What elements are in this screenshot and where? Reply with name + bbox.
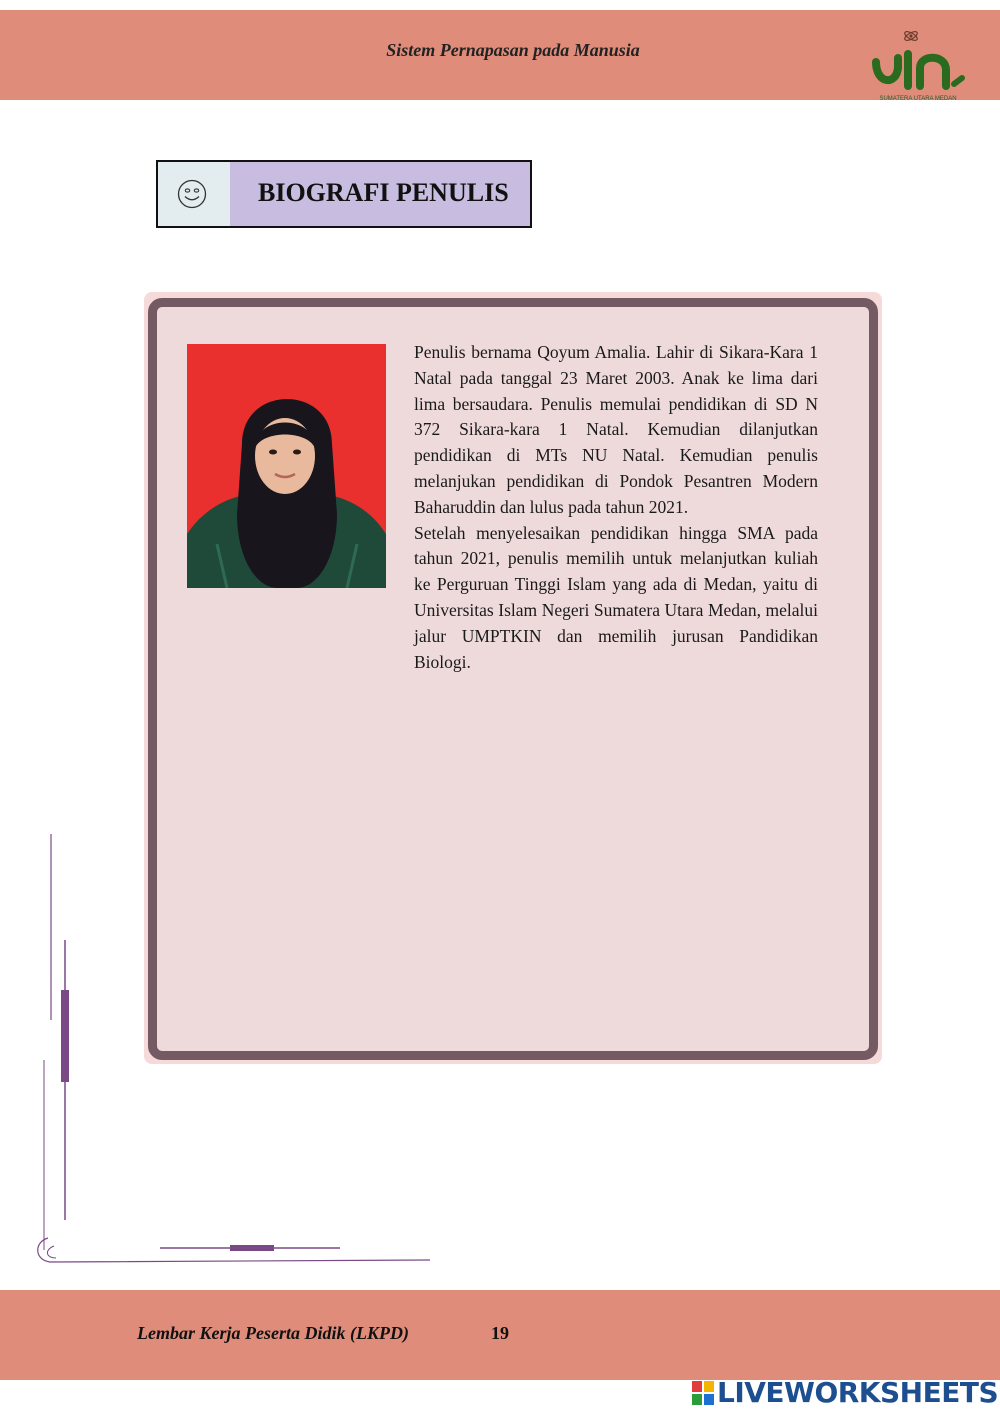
liveworksheets-text: LIVEWORKSHEETS [717, 1376, 999, 1409]
page-header [0, 10, 1000, 100]
liveworksheets-watermark[interactable] [692, 1376, 999, 1410]
section-heading: BIOGRAFI PENULIS [258, 178, 509, 207]
corner-ornament [30, 830, 450, 1280]
liveworksheets-logo-icon [692, 1381, 714, 1405]
footer-title: Lembar Kerja Peserta Didik (LKPD) [137, 1323, 409, 1343]
bio-paragraph: Setelah menyelesaikan pendidikan hingga SMA pada tahun 2021, penulis memilih untuk melanjutkan kuliah ke Perguruan Tinggi Islam yang ada di Medan, yaitu di Universitas Islam Negeri Sumatera Utara Medan, melalui jalur UMPTKIN dan memilih jurusan Pandidikan Biologi. [414, 522, 818, 672]
page-footer [0, 1290, 1000, 1380]
logo-subtitle: SUMATERA UTARA MEDAN [879, 96, 957, 102]
biography-text [414, 340, 818, 675]
page-number: 19 [491, 1323, 509, 1343]
bio-paragraph: Penulis bernama Qoyum Amalia. Lahir di Sikara-Kara 1 Natal pada tanggal 23 Maret 2003. Anak ke lima dari lima bersaudara. Penulis memulai pendidikan di SD N 372 Sikara-kara 1 Natal. Kemudian dilanjutkan pendidikan di MTs NU Natal. Kemudian penulis melanjukan pendidikan di Pondok Pesantren Modern Baharuddin dan lulus pada tahun 2021. [414, 342, 818, 517]
heading-icon-cell [158, 162, 230, 226]
uin-logo-icon [868, 24, 968, 108]
smiley-face-icon [177, 179, 207, 209]
document-title: Sistem Pernapasan pada Manusia [386, 40, 640, 60]
section-heading-box [156, 160, 532, 228]
author-photo [187, 344, 386, 588]
